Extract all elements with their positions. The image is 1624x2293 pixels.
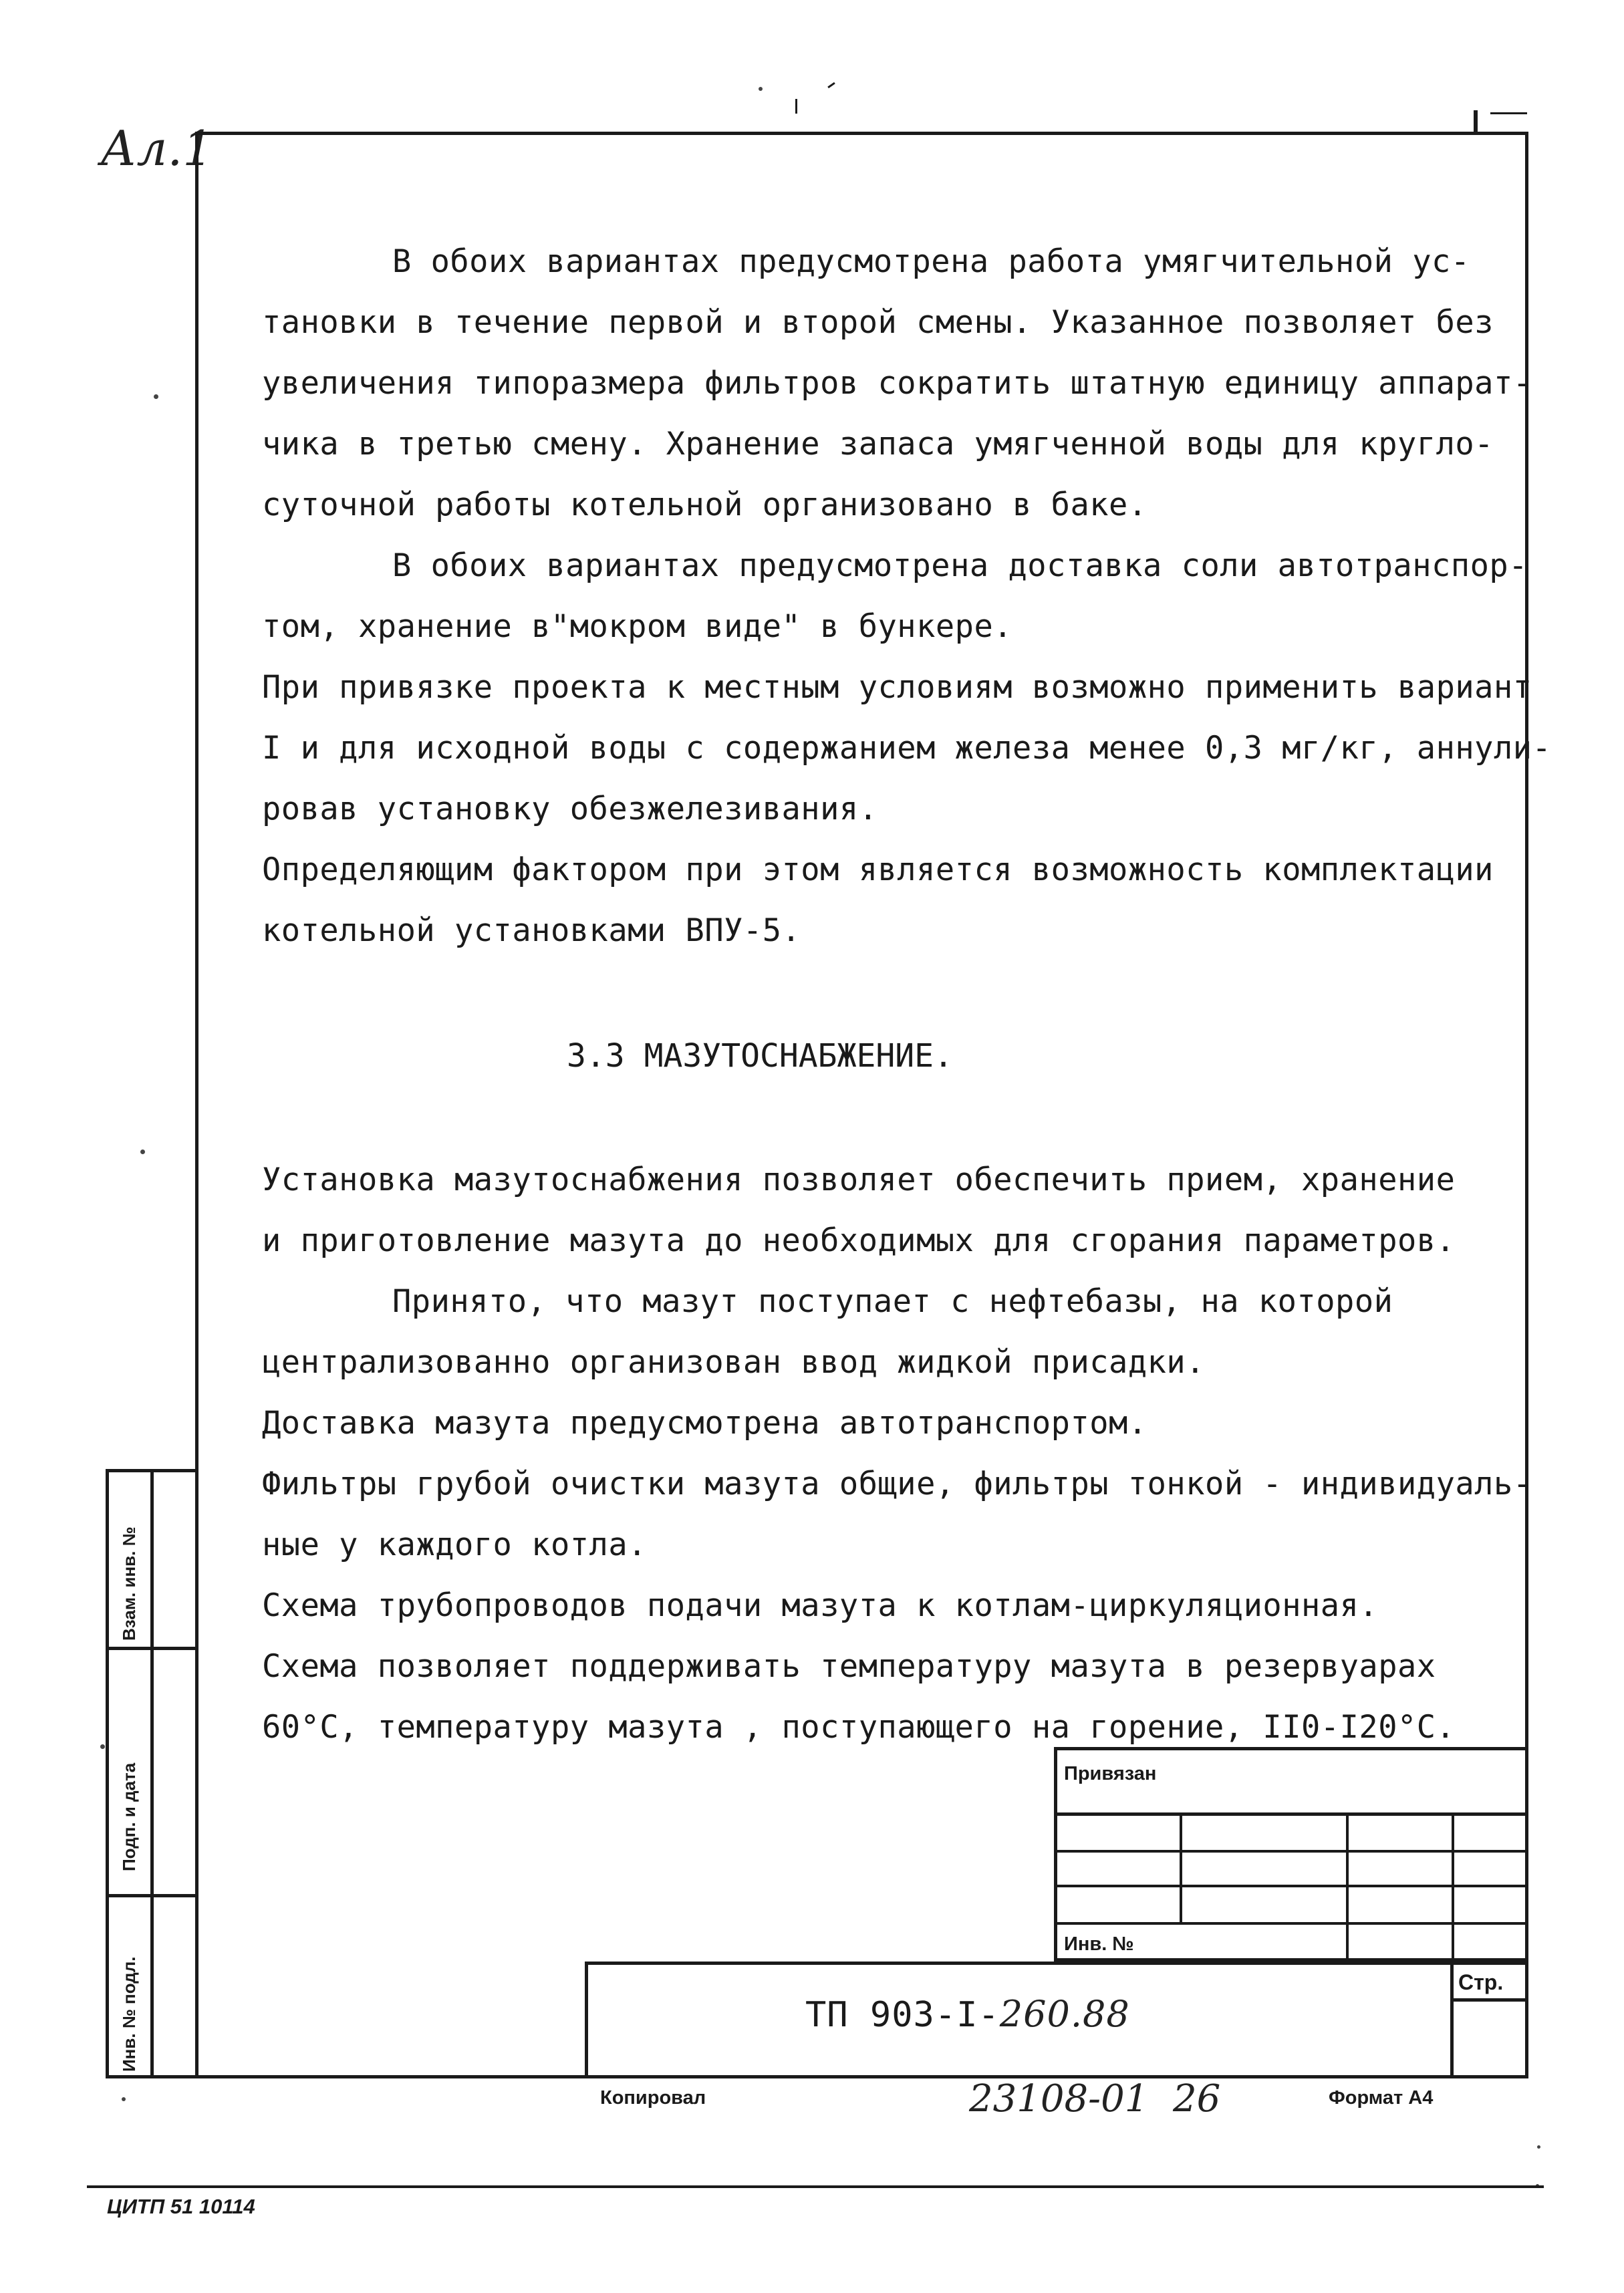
scan-speck	[140, 1150, 145, 1154]
paragraph-line: В обоих вариантах предусмотрена работа умягчительной ус-	[392, 243, 1470, 280]
bottom-rule	[87, 2185, 1544, 2188]
table-line	[1180, 1812, 1182, 1925]
paragraph-line: тановки в течение первой и второй смены. Указанное позволяет без	[262, 304, 1494, 341]
paragraph-line: увеличения типоразмера фильтров сократить штатную единицу аппарат-	[262, 365, 1532, 402]
format-label: Формат А4	[1329, 2087, 1434, 2109]
scan-speck	[759, 87, 763, 91]
order-number: 23108-01	[969, 2077, 1149, 2121]
title-box-line	[1450, 1998, 1528, 2002]
text-block-fuel-oil	[262, 1150, 1532, 1758]
paragraph-line: Схема позволяет поддерживать температуру мазута в резервуарах	[262, 1648, 1436, 1685]
paragraph-line: Схема трубопроводов подачи мазута к котлам-циркуляционная.	[262, 1587, 1379, 1624]
privyazan-label: Привязан	[1064, 1763, 1157, 1784]
sheet-number: 26	[1173, 2077, 1221, 2121]
paragraph-line: Принято, что мазут поступает с нефтебазы, на которой	[392, 1283, 1393, 1320]
side-stamp-inv-cell-value	[150, 1894, 198, 2078]
copied-by-label: Копировал	[600, 2087, 706, 2109]
title-box-line	[585, 1962, 588, 2078]
table-line	[1054, 1812, 1528, 1816]
scan-speck	[154, 394, 158, 399]
sheet-annotation: Ал.1	[100, 120, 214, 176]
title-box-line	[1450, 1962, 1454, 2078]
paragraph-line: При привязке проекта к местным условиям возможно применить вариант	[262, 669, 1532, 706]
side-stamp-vzam-cell-value	[150, 1469, 198, 1650]
document-code-printed: ТП 903-I-	[805, 1995, 1000, 2035]
print-mark: ЦИТП 51 10114	[107, 2195, 255, 2218]
paragraph-line: ные у каждого котла.	[262, 1526, 647, 1563]
table-line	[1054, 1747, 1528, 1750]
scan-speck	[827, 82, 835, 88]
frame-tick	[1474, 110, 1478, 134]
text-block-water-treatment	[262, 231, 1552, 961]
paragraph-line: том, хранение в"мокром виде" в бункере.	[262, 608, 1013, 645]
paragraph-line: Фильтры грубой очистки мазута общие, фильтры тонкой - индивидуаль-	[262, 1466, 1532, 1502]
paragraph-line: 60°С, температуру мазута , поступающего на горение, II0-I20°С.	[262, 1709, 1456, 1746]
document-code	[805, 1993, 1130, 2035]
frame-tick	[1490, 112, 1527, 114]
scan-speck	[795, 99, 797, 114]
side-stamp-podp-label: Подп. и дата	[119, 1762, 139, 1871]
table-line	[1346, 1812, 1349, 1962]
paragraph-line: ровав установку обезжелезивания.	[262, 791, 878, 827]
table-line	[1452, 1812, 1454, 1962]
paragraph-line: Установка мазутоснабжения позволяет обеспечить прием, хранение	[262, 1162, 1456, 1198]
paragraph-line: I и для исходной воды с содержанием железа менее 0,3 мг/кг, аннули-	[262, 730, 1552, 767]
paragraph-line: Доставка мазута предусмотрена автотранспортом.	[262, 1405, 1147, 1442]
side-stamp-inv-label: Инв. № подл.	[119, 1956, 139, 2072]
table-line	[1054, 1885, 1528, 1887]
paragraph-line: котельной установками ВПУ-5.	[262, 912, 801, 949]
inv-no-label: Инв. №	[1064, 1933, 1134, 1955]
page-label: Стр.	[1458, 1970, 1504, 1994]
paragraph-line: чика в третью смену. Хранение запаса умягченной воды для кругло-	[262, 426, 1494, 462]
scan-speck	[1537, 2145, 1540, 2149]
side-stamp-vzam-label: Взам. инв. №	[119, 1526, 139, 1641]
scan-speck	[122, 2097, 126, 2101]
table-line	[1054, 1747, 1057, 1962]
paragraph-line: суточной работы котельной организовано в баке.	[262, 487, 1147, 523]
section-heading: 3.3 МАЗУТОСНАБЖЕНИЕ.	[567, 1037, 953, 1075]
paragraph-line: централизованно организован ввод жидкой присадки.	[262, 1344, 1206, 1381]
side-stamp-podp-cell-value	[150, 1647, 198, 1897]
paragraph-line: и приготовление мазута до необходимых для сгорания параметров.	[262, 1222, 1456, 1259]
table-line	[1054, 1922, 1528, 1925]
table-line	[1525, 1747, 1528, 1962]
table-line	[1054, 1850, 1528, 1853]
document-code-handwritten: 260.88	[999, 1993, 1130, 2035]
scan-speck	[100, 1744, 105, 1749]
paragraph-line: В обоих вариантах предусмотрена доставка соли автотранспор-	[392, 547, 1528, 584]
paragraph-line: Определяющим фактором при этом является возможность комплектации	[262, 851, 1494, 888]
title-box-line	[585, 1962, 1528, 1965]
